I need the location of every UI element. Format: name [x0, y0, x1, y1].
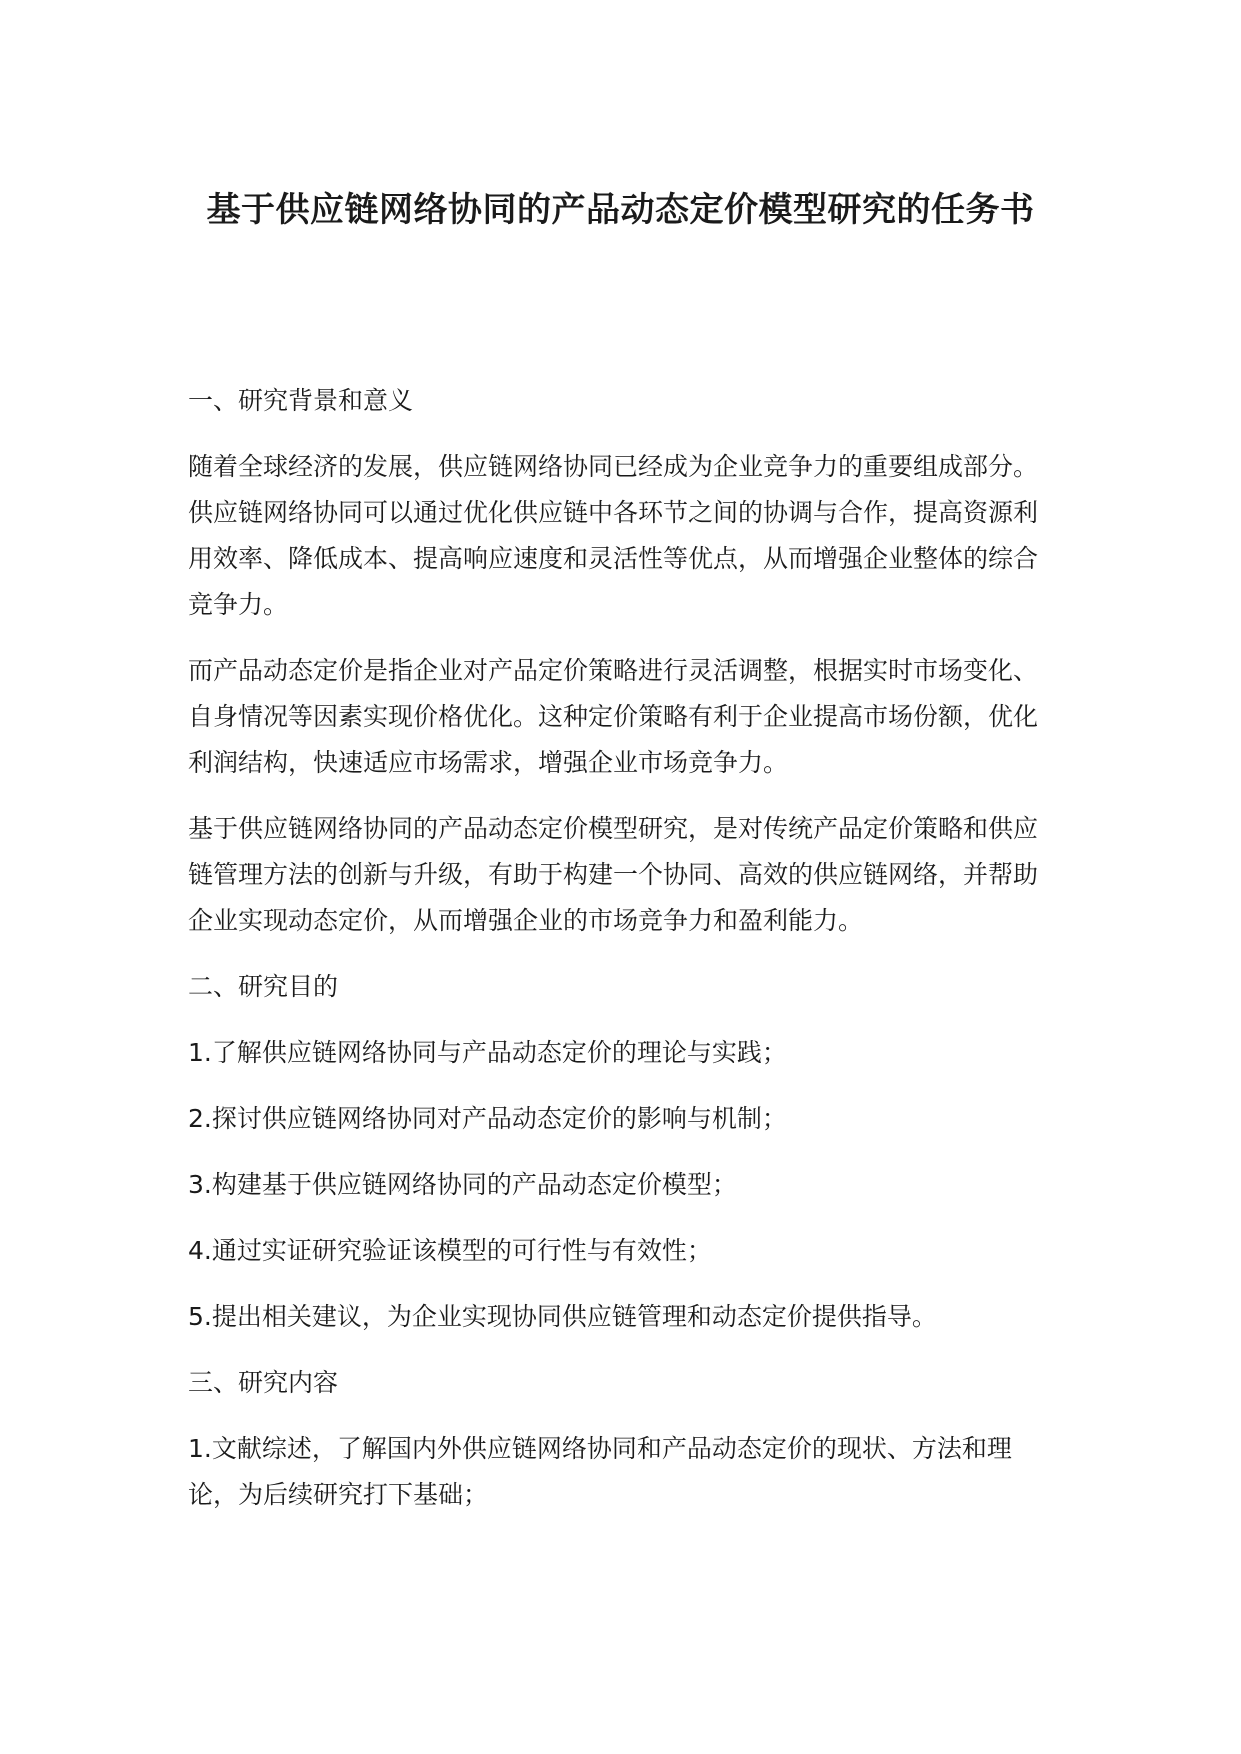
list-item: 3.构建基于供应链网络协同的产品动态定价模型；	[188, 1170, 737, 1199]
section-heading: 一、研究背景和意义	[188, 386, 414, 415]
body-paragraph: 而产品动态定价是指企业对产品定价策略进行灵活调整，根据实时市场变化、自身情况等因素实现价格优化。这种定价策略有利于企业提高市场份额，优化利润结构，快速适应市场需求，增强企业市场竞争力。	[188, 656, 1039, 777]
list-item: 4.通过实证研究验证该模型的可行性与有效性；	[188, 1236, 712, 1265]
document-body	[188, 378, 1088, 1538]
list-item: 1.了解供应链网络协同与产品动态定价的理论与实践；	[188, 1038, 787, 1067]
list-item: 5.提出相关建议，为企业实现协同供应链管理和动态定价提供指导。	[188, 1302, 937, 1331]
body-paragraph: 随着全球经济的发展，供应链网络协同已经成为企业竞争力的重要组成部分。供应链网络协同可以通过优化供应链中各环节之间的协调与合作，提高资源利用效率、降低成本、提高响应速度和灵活性等优点，从而增强企业整体的综合竞争力。	[188, 452, 1039, 619]
section-heading: 三、研究内容	[188, 1368, 339, 1397]
body-paragraph: 基于供应链网络协同的产品动态定价模型研究，是对传统产品定价策略和供应链管理方法的创新与升级，有助于构建一个协同、高效的供应链网络，并帮助企业实现动态定价，从而增强企业的市场竞争力和盈利能力。	[188, 814, 1039, 935]
section-heading: 二、研究目的	[188, 972, 339, 1001]
list-item: 2.探讨供应链网络协同对产品动态定价的影响与机制；	[188, 1104, 787, 1133]
list-item: 1.文献综述，了解国内外供应链网络协同和产品动态定价的现状、方法和理论，为后续研究打下基础；	[188, 1434, 1012, 1509]
document-title: 基于供应链网络协同的产品动态定价模型研究的任务书	[206, 190, 1035, 230]
